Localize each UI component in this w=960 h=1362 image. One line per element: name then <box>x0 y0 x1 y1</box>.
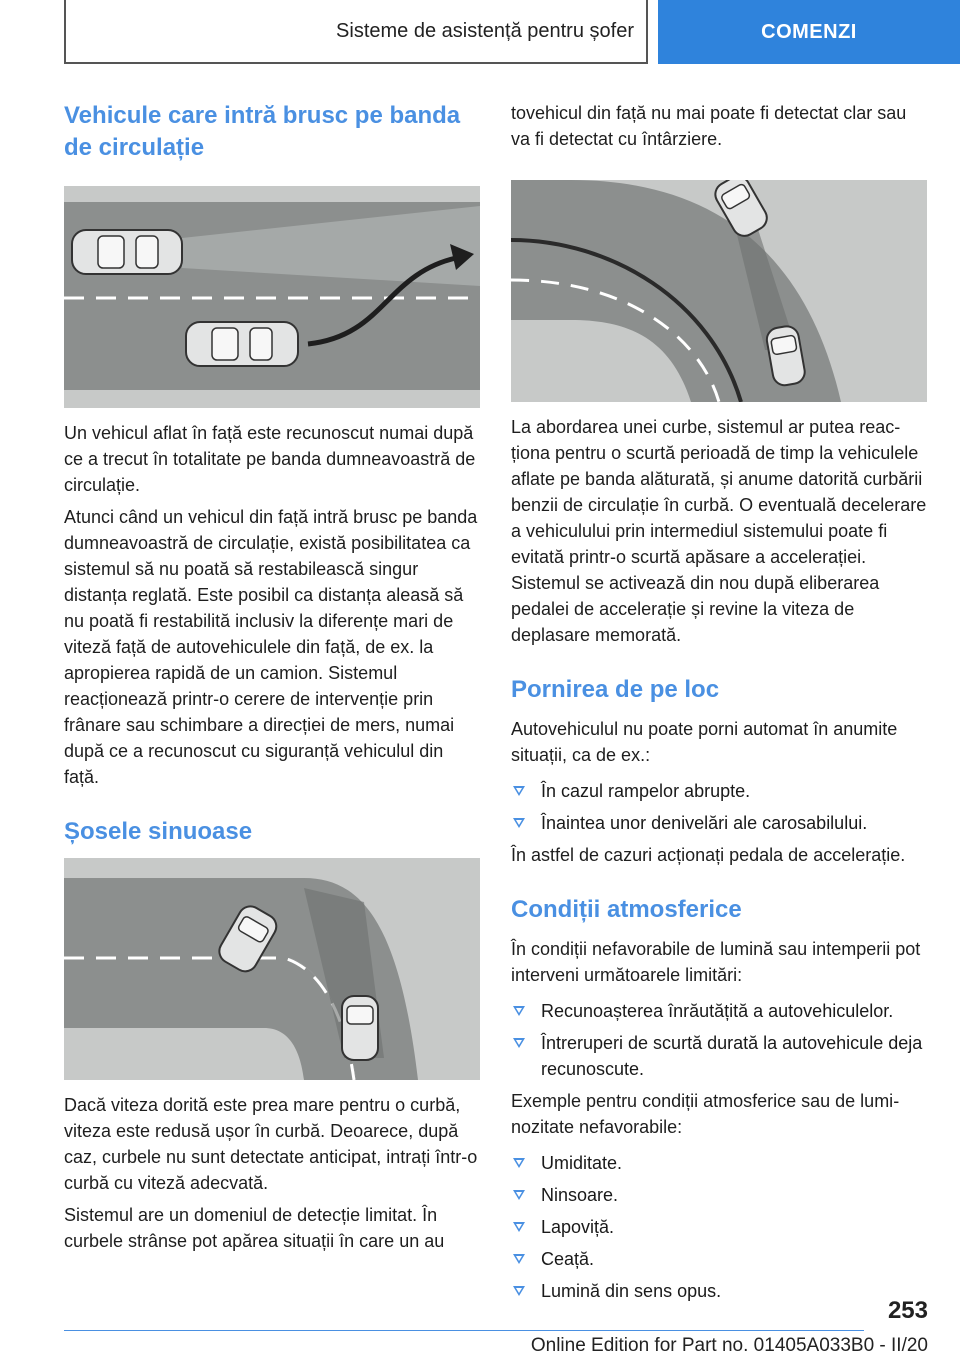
left-column <box>64 100 482 1260</box>
section-title: Sisteme de asistență pentru șofer <box>64 0 648 64</box>
triangle-bullet-icon <box>513 1286 525 1296</box>
paragraph: Exemple pentru condiții atmosferice sau de luminozitate nefavorabile: <box>511 1091 900 1137</box>
list-weather-examples <box>511 1150 929 1304</box>
list-item: Lapoviță. <box>511 1214 929 1240</box>
triangle-bullet-icon <box>513 1190 525 1200</box>
triangle-bullet-icon <box>513 1006 525 1016</box>
heading-weather-conditions: Condiții atmosferice <box>511 896 742 923</box>
chapter-tab[interactable]: COMENZI <box>658 0 960 64</box>
list-item: În cazul rampelor abrupte. <box>511 778 929 804</box>
heading-cut-in-vehicles: Vehicule care intră brusc pe banda de circulație <box>64 102 461 161</box>
heading-starting-off: Pornirea de pe loc <box>511 676 720 703</box>
list-item: Lumină din sens opus. <box>511 1278 929 1304</box>
list-item: Întreruperi de scurtă durată la autovehicule deja recunoscute. <box>511 1030 929 1082</box>
paragraph: Atunci când un vehicul din față intră brusc pe banda dumneavoastră de circulație, există posibilitatea ca sistemul să nu poată să restabilească singur distanța reglată. Este posibil ca distanța aleasă să nu poată fi restabilită inclusiv la diferențe mari de viteză față de autovehiculele din față, de ex. la apropierea rapidă de un camion. Sistemul reacționează printr-o cerere de intervenție prin frânare sau schimbare a direcției de mers, numai după ce a recunoscut cu siguranță vehiculul din față. <box>64 507 478 787</box>
paragraph: În astfel de cazuri acționați pedala de accelerație. <box>511 845 906 865</box>
heading-winding-roads: Șosele sinuoase <box>64 818 253 845</box>
list-item: Înaintea unor denivelări ale carosabilului. <box>511 810 929 836</box>
triangle-bullet-icon <box>513 1254 525 1264</box>
paragraph: Dacă viteza dorită este prea mare pentru o curbă, viteza este redusă ușor în curbă. Deoarece, după caz, curbele nu sunt detectate anticipat, intrați într-o curbă cu viteză adecvată. <box>64 1095 478 1193</box>
triangle-bullet-icon <box>513 818 525 828</box>
paragraph: Autovehiculul nu poate porni automat în anumite situații, ca de ex.: <box>511 719 898 765</box>
footer-edition: Online Edition for Part no. 01405A033B0 - II/20 <box>530 1335 928 1356</box>
footer-divider <box>64 1330 864 1331</box>
triangle-bullet-icon <box>513 1158 525 1168</box>
list-item: Umiditate. <box>511 1150 929 1176</box>
triangle-bullet-icon <box>513 1038 525 1048</box>
paragraph: Un vehicul aflat în față este recunoscut numai după ce a trecut în totalitate pe banda dumneavoastră de circulație. <box>64 423 476 495</box>
curve-detection-illustration <box>511 180 927 402</box>
winding-road-illustration <box>64 858 480 1080</box>
cut-in-illustration <box>64 186 480 408</box>
list-item: Recunoașterea înrăutățită a autovehiculelor. <box>511 998 929 1024</box>
paragraph: Sistemul are un domeniul de detecție limitat. În curbele strânse pot apărea situații în care un au <box>64 1205 445 1251</box>
triangle-bullet-icon <box>513 1222 525 1232</box>
paragraph: La abordarea unei curbe, sistemul ar putea reacționa pentru o scurtă perioadă de timp la vehiculele aflate pe banda alăturată, și anume datorită curbării benzii de circulație în curbă. O eventuală decelerare a vehiculului prin intermediul sistemului poate fi evitată printr-o scurtă apăsare a accelerației. Sistemul se activează din nou după eliberarea pedalei de accelerație și revine la viteza de deplasare memorată. <box>511 417 927 645</box>
paragraph: În condiții nefavorabile de lumină sau intemperii pot interveni următoarele limitări: <box>511 939 921 985</box>
list-item: Ceață. <box>511 1246 929 1272</box>
paragraph: tovehicul din față nu mai poate fi detectat clar sau va fi detectat cu întârziere. <box>511 103 907 149</box>
page-number: 253 <box>887 1297 928 1324</box>
list-item: Ninsoare. <box>511 1182 929 1208</box>
triangle-bullet-icon <box>513 786 525 796</box>
right-column <box>511 100 929 1310</box>
page-header <box>0 0 960 66</box>
list-limitations <box>511 998 929 1082</box>
list-starting-conditions <box>511 778 929 836</box>
